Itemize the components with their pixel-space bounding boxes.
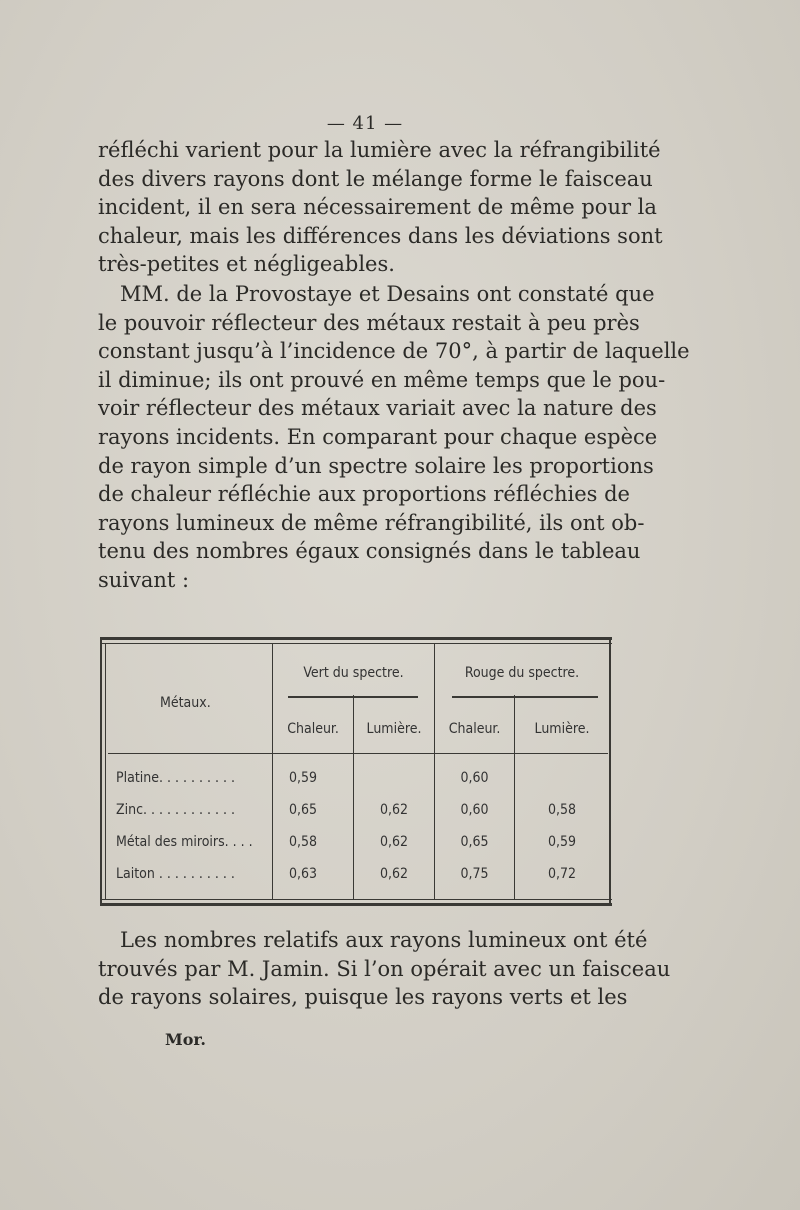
text-line: tenu des nombres égaux consignés dans le tableau [98, 539, 641, 564]
row-name-platine: Platine. . . . . . . . . . [116, 770, 235, 786]
signature-mark: Mor. [165, 1030, 206, 1049]
text-line: Les nombres relatifs aux rayons lumineux ont été [120, 928, 648, 952]
text-line: trouvés par M. Jamin. Si l’on opérait avec un faisceau [98, 956, 671, 981]
text-line: de rayons solaires, puisque les rayons verts et les [98, 985, 628, 1010]
header-chaleur-2: Chaleur. [448, 721, 501, 737]
text-line: rayons incidents. En comparant pour chaque espèce [98, 424, 658, 449]
text-line: suivant : [98, 567, 190, 592]
text-line: il diminue; ils ont prouvé en même temps que le pou- [98, 367, 666, 392]
table-left-rule [100, 637, 102, 906]
header-chaleur-1: Chaleur. [287, 721, 339, 737]
text-line: de rayon simple d’un spectre solaire les proportions [98, 453, 654, 478]
text-line: le pouvoir réflecteur des métaux restait à peu près [98, 310, 640, 335]
cell-value: 0,60 [460, 802, 489, 818]
cell-value: 0,72 [547, 866, 577, 882]
text-line: très-petites et négligeables. [98, 252, 395, 277]
header-metaux: Métaux. [160, 695, 211, 711]
header-lumiere-1: Lumière. [366, 721, 422, 737]
text-line: incident, il en sera nécessairement de même pour la [98, 195, 657, 220]
header-vert-du-spectre: Vert du spectre. [303, 665, 404, 681]
table-right-rule [609, 637, 611, 906]
cell-value: 0,58 [547, 802, 577, 818]
text-line: MM. de la Provostaye et Desains ont constaté que [120, 282, 655, 306]
table-bottom-rule-thin [100, 899, 612, 900]
cell-value: 0,65 [460, 834, 489, 850]
text-line: rayons lumineux de même réfrangibilité, ils ont ob- [98, 510, 645, 535]
text-line: réfléchi varient pour la lumière avec la réfrangibilité [98, 138, 661, 162]
table-bottom-rule [100, 903, 612, 906]
table-left-rule-thin [105, 643, 106, 900]
text-line: de chaleur réfléchie aux proportions réfléchies de [98, 482, 630, 507]
cell-value: 0,62 [379, 866, 409, 882]
cell-value: 0,60 [460, 770, 489, 786]
page-number: — 41 — [326, 113, 404, 134]
header-lumiere-2: Lumière. [534, 721, 590, 737]
text-line: constant jusqu’à l’incidence de 70°, à partir de laquelle [98, 339, 690, 364]
cell-value: 0,63 [288, 866, 318, 882]
row-name-zinc: Zinc. . . . . . . . . . . . [116, 802, 236, 818]
group1-brace [288, 696, 418, 698]
group2-brace [452, 696, 598, 698]
paragraph-2 [98, 280, 690, 595]
cell-value: 0,65 [288, 802, 318, 818]
cell-value: 0,59 [288, 770, 318, 786]
cell-value: 0,75 [460, 866, 489, 882]
cell-value: 0,58 [288, 834, 318, 850]
header-rouge-du-spectre: Rouge du spectre. [464, 665, 580, 681]
text-line: chaleur, mais les différences dans les déviations sont [98, 223, 663, 248]
text-line: des divers rayons dont le mélange forme le faisceau [98, 166, 653, 191]
data-table [100, 637, 612, 909]
cell-value: 0,62 [379, 834, 409, 850]
paragraph-3 [98, 926, 671, 1012]
table-top-rule-thin [100, 643, 612, 644]
row-name-laiton: Laiton . . . . . . . . . . [116, 866, 235, 882]
text-line: voir réflecteur des métaux variait avec la nature des [98, 396, 657, 421]
table-top-rule [100, 637, 612, 640]
cell-value: 0,62 [379, 802, 409, 818]
paragraph-1 [98, 136, 663, 279]
header-rule [108, 753, 608, 754]
cell-value: 0,59 [547, 834, 577, 850]
row-name-metal-des-miroirs: Métal des miroirs. . . . [116, 834, 253, 850]
